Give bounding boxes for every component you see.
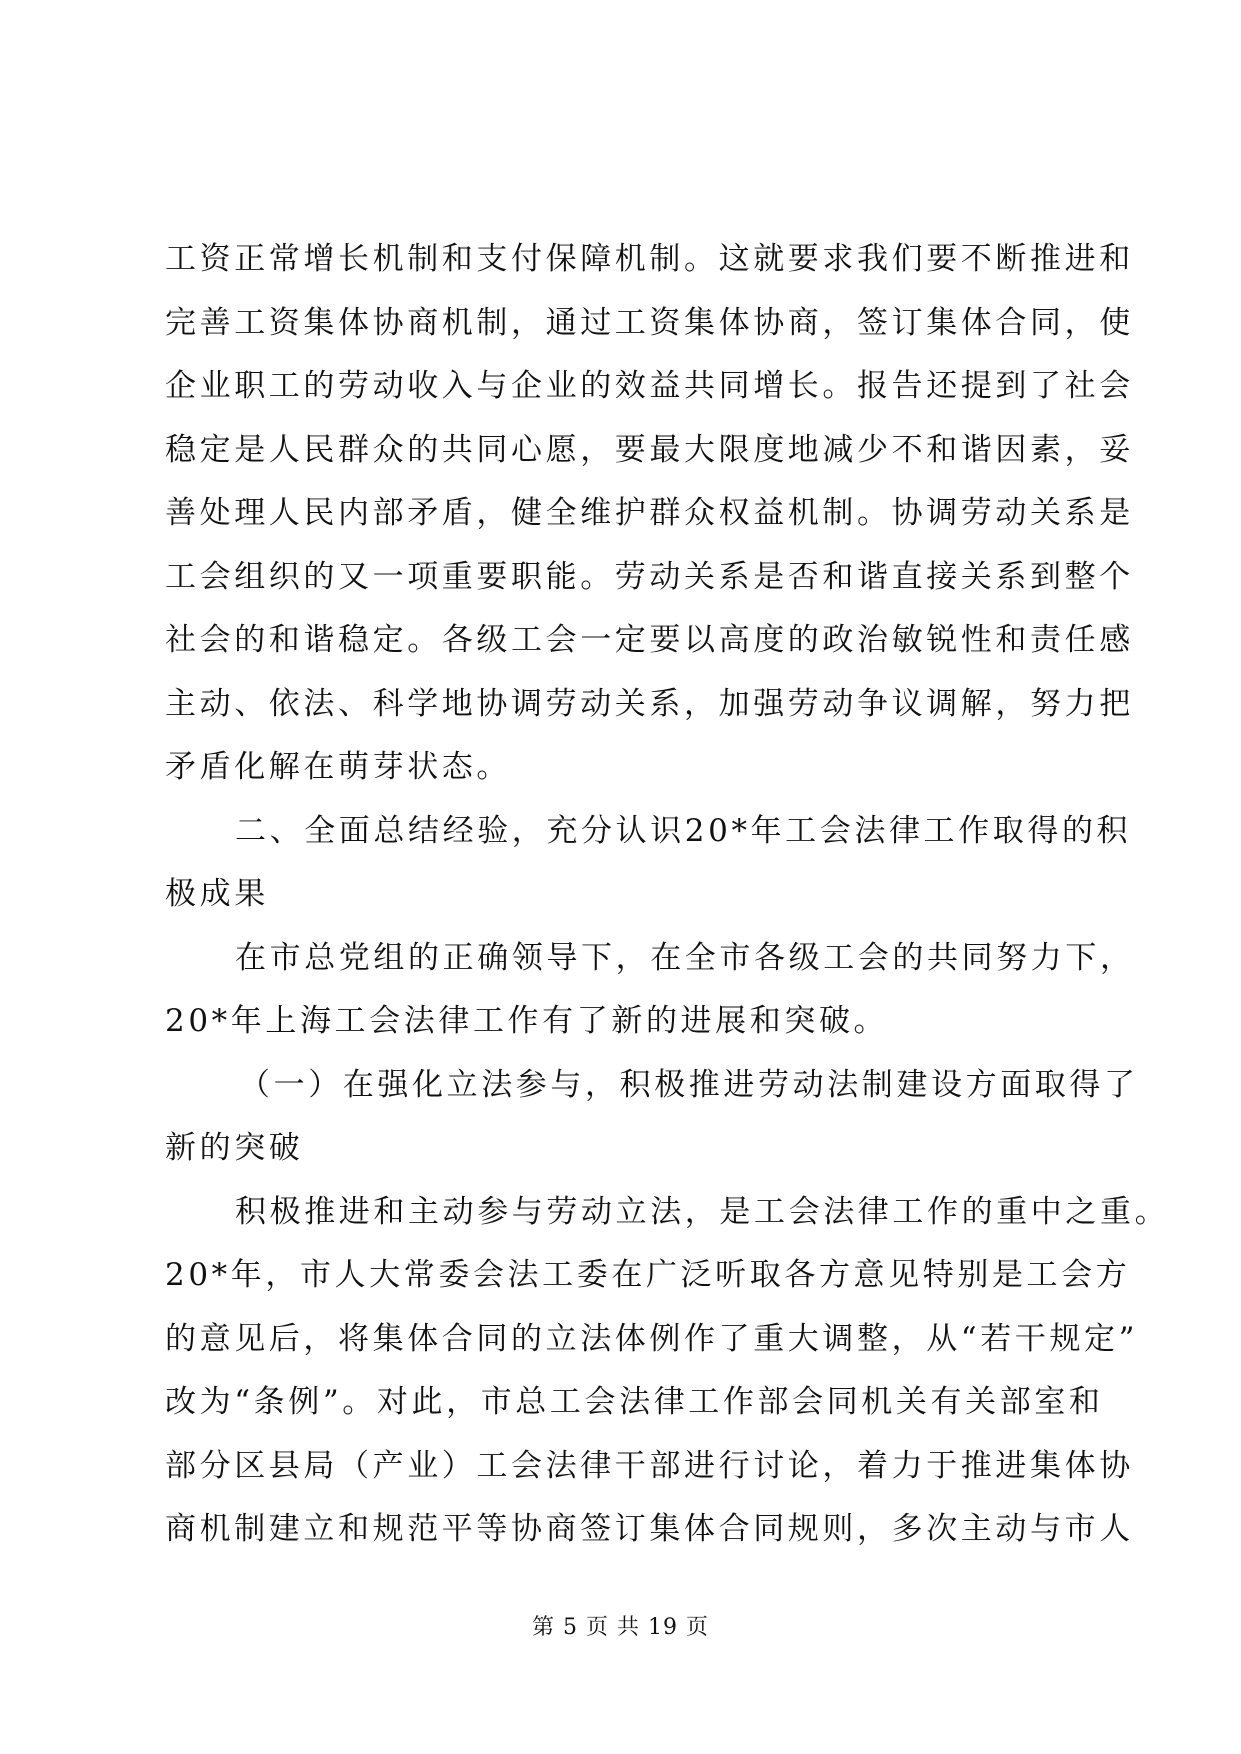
page-number-footer: 第 5 页 共 19 页: [532, 1615, 709, 1640]
body-line: 善处理人民内部矛盾，健全维护群众权益机制。协调劳动关系是: [165, 495, 1134, 531]
body-line: 积极推进和主动参与劳动立法，是工会法律工作的重中之重。: [235, 1193, 1170, 1230]
body-line: 企业职工的劳动收入与企业的效益共同增长。报告还提到了社会: [165, 368, 1134, 404]
subsection-heading-continued: 新的突破: [165, 1130, 304, 1166]
body-line: 20*年，市人大常委会法工委在广泛听取各方意见特别是工会方: [165, 1257, 1131, 1293]
body-line: 稳定是人民群众的共同心愿，要最大限度地减少不和谐因素，妥: [165, 431, 1134, 468]
section-heading: 二、全面总结经验，充分认识20*年工会法律工作取得的积: [235, 812, 1132, 849]
body-line: 20*年上海工会法律工作有了新的进展和突破。: [165, 1003, 889, 1039]
body-line: 在市总党组的正确领导下，在全市各级工会的共同努力下，: [235, 939, 1135, 976]
document-body: [165, 228, 1170, 1562]
body-line: 商机制建立和规范平等协商签订集体合同规则，多次主动与市人: [165, 1511, 1134, 1547]
body-line: 社会的和谐稳定。各级工会一定要以高度的政治敏锐性和责任感: [165, 622, 1134, 658]
body-line: 部分区县局（产业）工会法律干部进行讨论，着力于推进集体协: [165, 1447, 1134, 1484]
body-line: 工会组织的又一项重要职能。劳动关系是否和谐直接关系到整个: [165, 558, 1134, 595]
body-line: 完善工资集体协商机制，通过工资集体协商，签订集体合同，使: [165, 304, 1134, 341]
body-line: 的意见后，将集体合同的立法体例作了重大调整，从“若干规定”: [165, 1320, 1139, 1357]
section-heading-continued: 极成果: [165, 876, 269, 912]
body-line: 主动、依法、科学地协调劳动关系，加强劳动争议调解，努力把: [165, 685, 1134, 722]
body-line: 改为“条例”。对此，市总工会法律工作部会同机关有关部室和: [165, 1384, 1104, 1420]
subsection-heading: （一）在强化立法参与，积极推进劳动法制建设方面取得了: [239, 1066, 1139, 1103]
body-line: 矛盾化解在萌芽状态。: [165, 749, 511, 785]
body-line: 工资正常增长机制和支付保障机制。这就要求我们要不断推进和: [165, 241, 1134, 277]
